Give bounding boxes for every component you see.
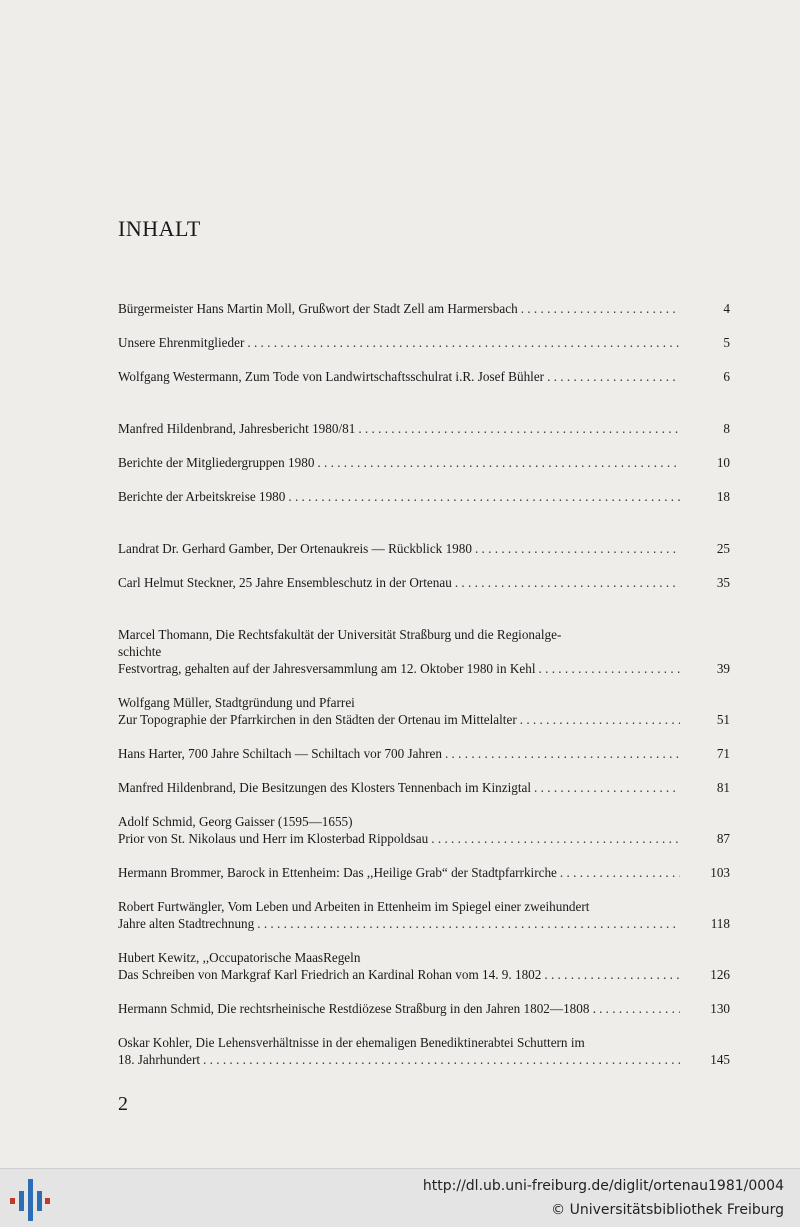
page-title: INHALT (118, 216, 201, 241)
toc-page-number: 10 (716, 455, 730, 470)
toc-entry[interactable] (118, 368, 730, 385)
toc-page-number: 51 (716, 712, 730, 727)
toc-entry-title: Prior von St. Nikolaus und Herr im Klosterbad Rippoldsau (118, 831, 429, 846)
leader-dots (534, 779, 680, 796)
toc-entry-title: Zur Topographie der Pfarrkirchen in den Städten der Ortenau im Mittelalter (118, 712, 517, 727)
leader-dots (317, 454, 680, 471)
toc-entry[interactable] (118, 574, 730, 591)
leader-dots (257, 915, 680, 932)
leader-dots (203, 1051, 680, 1068)
leader-dots (288, 488, 680, 505)
toc-entry[interactable] (118, 745, 730, 762)
toc-entry-title: Oskar Kohler, Die Lehensverhältnisse in der ehemaligen Benediktinerabtei Schuttern im (118, 1035, 585, 1050)
toc-entry-title: Marcel Thomann, Die Rechtsfakultät der Universität Straßburg und die Regionalge- (118, 627, 562, 642)
leader-dots (431, 830, 680, 847)
toc-entry[interactable] (118, 779, 730, 796)
toc-entry-title: Berichte der Mitgliedergruppen 1980 (118, 455, 315, 470)
leader-dots (455, 574, 680, 591)
toc-page-number: 145 (710, 1052, 730, 1067)
toc-entry[interactable] (118, 420, 730, 437)
toc-entry-title: Hans Harter, 700 Jahre Schiltach — Schiltach vor 700 Jahren (118, 746, 442, 761)
toc-entry[interactable] (118, 864, 730, 881)
toc-entry[interactable] (118, 626, 730, 677)
toc-entry-title: Manfred Hildenbrand, Jahresbericht 1980/81 (118, 421, 356, 436)
toc-entry-title: Jahre alten Stadtrechnung (118, 916, 255, 931)
toc-page-number: 18 (716, 489, 730, 504)
viewer-footer (0, 1168, 800, 1227)
library-logo-icon (10, 1179, 50, 1221)
toc-entry-title: Wolfgang Westermann, Zum Tode von Landwirtschaftsschulrat i.R. Josef Bühler (118, 369, 545, 384)
toc-entry-title: Landrat Dr. Gerhard Gamber, Der Ortenaukreis — Rückblick 1980 (118, 541, 472, 556)
leader-dots (539, 660, 681, 677)
leader-dots (445, 745, 680, 762)
toc-entry[interactable] (118, 334, 730, 351)
copyright-notice: © Universitätsbibliothek Freiburg (551, 1202, 784, 1218)
toc-entry-title: Hubert Kewitz, ,,Occupatorische MaasRegeln (118, 950, 361, 965)
leader-dots (544, 966, 680, 983)
leader-dots (560, 864, 680, 881)
toc-page-number: 126 (710, 967, 730, 982)
toc-page-number: 6 (723, 369, 730, 384)
toc-page-number: 87 (716, 831, 730, 846)
page-number: 2 (118, 1093, 128, 1115)
leader-dots (521, 300, 680, 317)
leader-dots (599, 1000, 680, 1017)
toc-page-number: 5 (723, 335, 730, 350)
leader-dots (547, 368, 680, 385)
toc-page-number: 81 (716, 780, 730, 795)
toc-entry[interactable] (118, 1000, 730, 1017)
leader-dots (247, 334, 680, 351)
toc-entry[interactable] (118, 813, 730, 847)
toc-entry[interactable] (118, 694, 730, 728)
toc-entry-title: Festvortrag, gehalten auf der Jahresversammlung am 12. Oktober 1980 in Kehl (118, 661, 536, 676)
toc-page-number: 39 (716, 661, 730, 676)
toc-entry[interactable] (118, 454, 730, 471)
toc-entry-title: schichte (118, 644, 162, 659)
toc-entry-title: Carl Helmut Steckner, 25 Jahre Ensembleschutz in der Ortenau (118, 575, 452, 590)
toc-entry[interactable] (118, 540, 730, 557)
toc-entry-title: Unsere Ehrenmitglieder (118, 335, 245, 350)
toc-entry-title: Das Schreiben von Markgraf Karl Friedrich an Kardinal Rohan vom 14. 9. 1802 (118, 967, 542, 982)
toc-page-number: 103 (710, 865, 730, 880)
toc-entry-title: Berichte der Arbeitskreise 1980 (118, 489, 286, 504)
toc-entry[interactable] (118, 898, 730, 932)
toc-entry-title: Wolfgang Müller, Stadtgründung und Pfarrei (118, 695, 355, 710)
leader-dots (520, 711, 680, 728)
leader-dots (358, 420, 680, 437)
toc-entry[interactable] (118, 488, 730, 505)
toc-entry-title: Bürgermeister Hans Martin Moll, Grußwort der Stadt Zell am Harmersbach (118, 301, 518, 316)
toc-entry-title: 18. Jahrhundert (118, 1052, 201, 1067)
toc-entry[interactable] (118, 1034, 730, 1068)
document-url-link[interactable]: http://dl.ub.uni-freiburg.de/diglit/ortenau1981/0004 (422, 1178, 784, 1194)
toc-page-number: 4 (723, 301, 730, 316)
toc-entry-title: Manfred Hildenbrand, Die Besitzungen des Klosters Tennenbach im Kinzigtal (118, 780, 532, 795)
table-of-contents (118, 300, 730, 1068)
toc-entry-title: Robert Furtwängler, Vom Leben und Arbeiten in Ettenheim im Spiegel einer zweihundert (118, 899, 590, 914)
toc-page-number: 35 (716, 575, 730, 590)
toc-page-number: 25 (716, 541, 730, 556)
toc-page-number: 8 (723, 421, 730, 436)
toc-entry-title: Hermann Brommer, Barock in Ettenheim: Das ,,Heilige Grab“ der Stadtpfarrkirche (118, 865, 557, 880)
toc-page-number: 130 (710, 1001, 730, 1016)
toc-entry[interactable] (118, 949, 730, 983)
toc-page-number: 118 (710, 916, 730, 931)
toc-entry-title: Hermann Schmid, Die rechtsrheinische Restdiözese Straßburg in den Jahren 1802—1808 . (118, 1001, 597, 1016)
leader-dots (475, 540, 680, 557)
toc-entry[interactable] (118, 300, 730, 317)
toc-entry-title: Adolf Schmid, Georg Gaisser (1595—1655) (118, 814, 353, 829)
toc-page-number: 71 (716, 746, 730, 761)
